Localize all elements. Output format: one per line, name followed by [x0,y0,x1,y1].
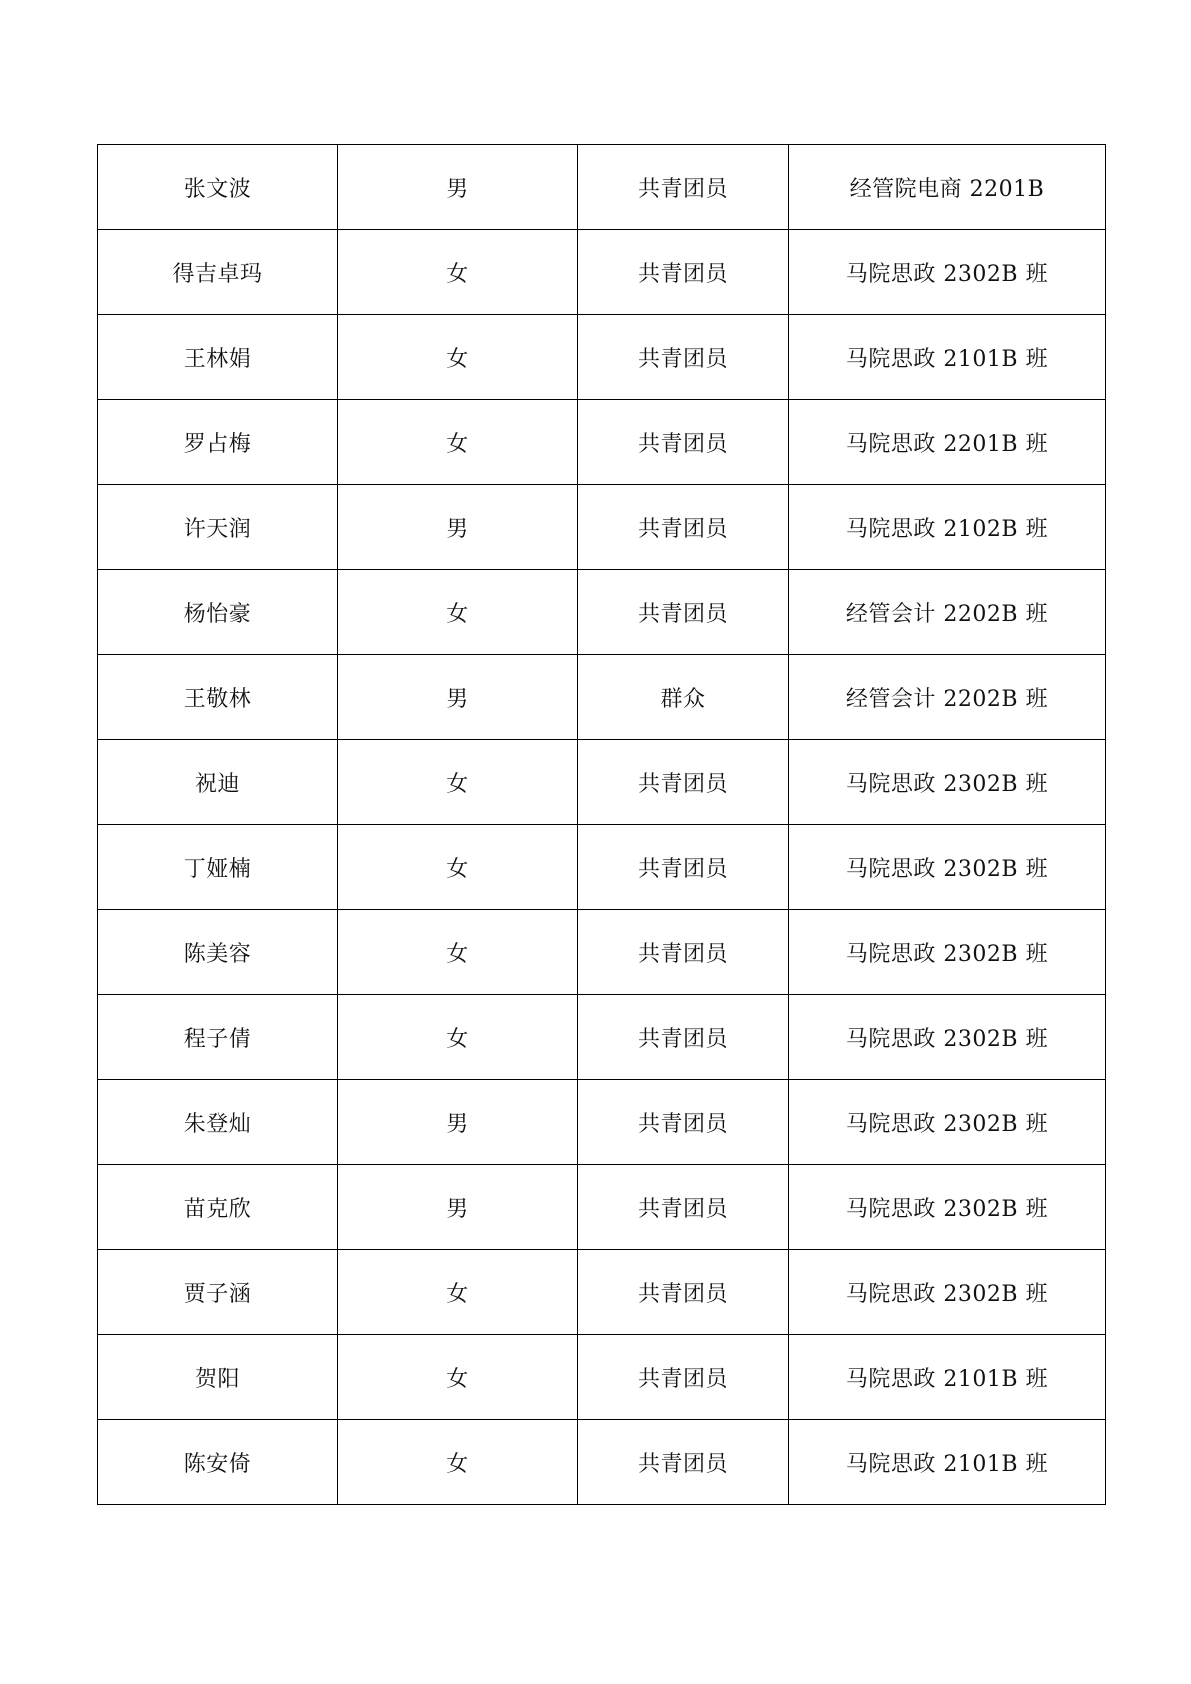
cell-political-status: 共青团员 [578,1080,789,1165]
cell-name: 许天润 [98,485,338,570]
cell-class: 马院思政 2102B 班 [789,485,1106,570]
cell-class: 马院思政 2302B 班 [789,1250,1106,1335]
cell-name: 贺阳 [98,1335,338,1420]
roster-table-body [98,145,1106,1505]
cell-gender: 男 [338,655,578,740]
cell-class: 马院思政 2302B 班 [789,995,1106,1080]
cell-political-status: 共青团员 [578,1250,789,1335]
cell-class: 马院思政 2302B 班 [789,1165,1106,1250]
cell-gender: 男 [338,1165,578,1250]
table-row [98,740,1106,825]
cell-political-status: 共青团员 [578,230,789,315]
cell-name: 王林娟 [98,315,338,400]
cell-political-status: 共青团员 [578,1165,789,1250]
table-row [98,1165,1106,1250]
table-row [98,1250,1106,1335]
cell-political-status: 共青团员 [578,910,789,995]
cell-political-status: 共青团员 [578,995,789,1080]
table-row [98,1420,1106,1505]
roster-table [97,144,1106,1505]
cell-political-status: 共青团员 [578,570,789,655]
cell-political-status: 共青团员 [578,145,789,230]
table-row [98,230,1106,315]
cell-class: 马院思政 2302B 班 [789,230,1106,315]
cell-political-status: 共青团员 [578,1420,789,1505]
cell-gender: 女 [338,910,578,995]
table-row [98,485,1106,570]
cell-class: 马院思政 2101B 班 [789,1420,1106,1505]
cell-class: 经管会计 2202B 班 [789,570,1106,655]
table-row [98,995,1106,1080]
cell-name: 朱登灿 [98,1080,338,1165]
cell-class: 马院思政 2201B 班 [789,400,1106,485]
table-row [98,655,1106,740]
cell-political-status: 群众 [578,655,789,740]
table-row [98,825,1106,910]
table-row [98,1335,1106,1420]
cell-class: 马院思政 2302B 班 [789,1080,1106,1165]
cell-class: 经管院电商 2201B [789,145,1106,230]
cell-name: 苗克欣 [98,1165,338,1250]
cell-name: 张文波 [98,145,338,230]
cell-political-status: 共青团员 [578,825,789,910]
cell-gender: 女 [338,230,578,315]
cell-name: 程子倩 [98,995,338,1080]
cell-class: 马院思政 2302B 班 [789,740,1106,825]
cell-class: 马院思政 2302B 班 [789,910,1106,995]
cell-gender: 男 [338,145,578,230]
table-row [98,570,1106,655]
cell-name: 得吉卓玛 [98,230,338,315]
table-row [98,1080,1106,1165]
cell-name: 陈美容 [98,910,338,995]
cell-gender: 女 [338,1420,578,1505]
cell-political-status: 共青团员 [578,400,789,485]
cell-class: 经管会计 2202B 班 [789,655,1106,740]
cell-name: 罗占梅 [98,400,338,485]
cell-class: 马院思政 2302B 班 [789,825,1106,910]
table-row [98,145,1106,230]
cell-gender: 男 [338,1080,578,1165]
cell-political-status: 共青团员 [578,1335,789,1420]
cell-gender: 女 [338,825,578,910]
cell-class: 马院思政 2101B 班 [789,315,1106,400]
cell-gender: 女 [338,995,578,1080]
cell-name: 丁娅楠 [98,825,338,910]
cell-gender: 女 [338,400,578,485]
cell-gender: 女 [338,1250,578,1335]
cell-gender: 男 [338,485,578,570]
table-row [98,400,1106,485]
cell-gender: 女 [338,1335,578,1420]
cell-name: 贾子涵 [98,1250,338,1335]
cell-gender: 女 [338,570,578,655]
cell-gender: 女 [338,740,578,825]
cell-name: 祝迪 [98,740,338,825]
cell-name: 杨怡豪 [98,570,338,655]
cell-name: 陈安倚 [98,1420,338,1505]
table-row [98,910,1106,995]
cell-political-status: 共青团员 [578,485,789,570]
cell-class: 马院思政 2101B 班 [789,1335,1106,1420]
cell-name: 王敬林 [98,655,338,740]
table-row [98,315,1106,400]
cell-political-status: 共青团员 [578,315,789,400]
cell-gender: 女 [338,315,578,400]
cell-political-status: 共青团员 [578,740,789,825]
